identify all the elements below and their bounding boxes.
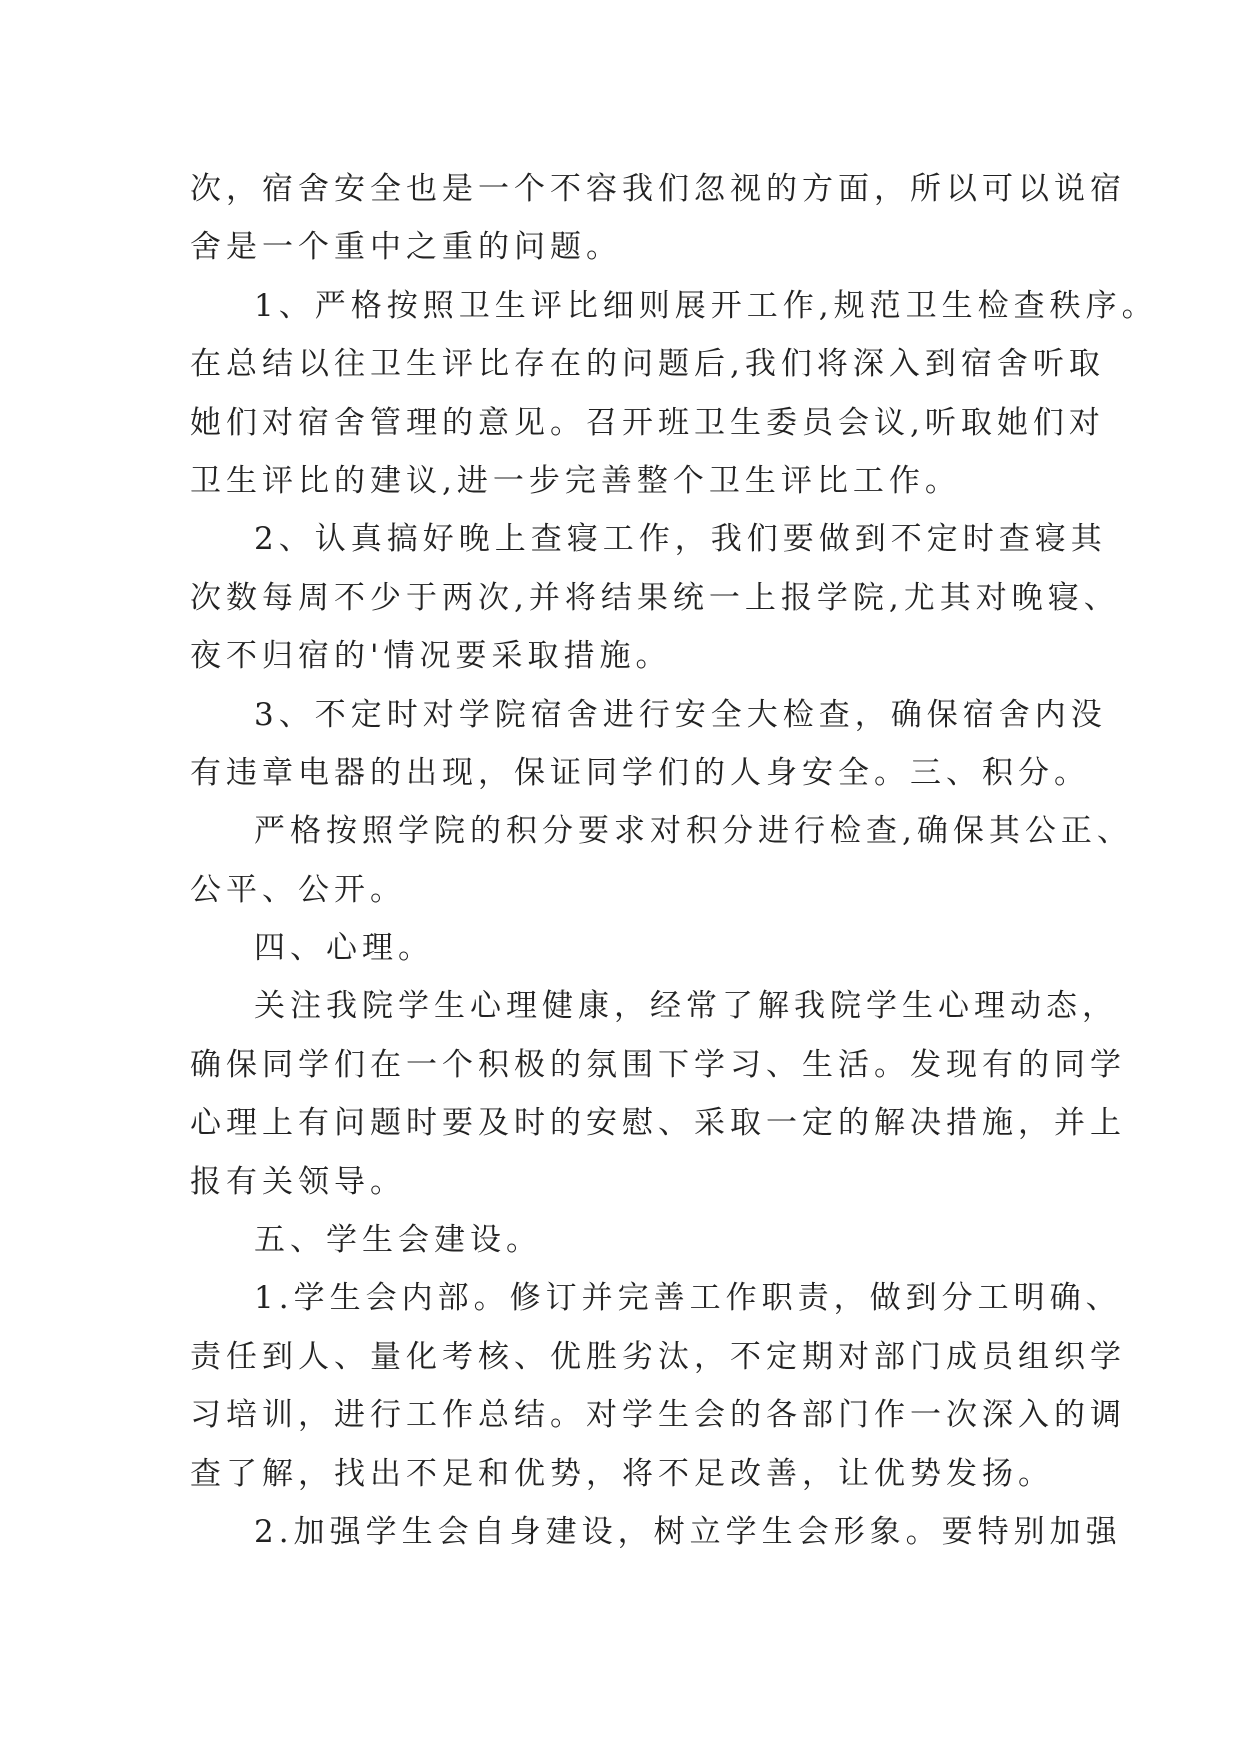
text-line: 查了解，找出不足和优势，将不足改善，让优势发扬。 <box>190 1455 1054 1492</box>
text-line: 五、学生会建设。 <box>254 1222 542 1259</box>
text-line: 次数每周不少于两次,并将结果统一上报学院,尤其对晚寝、 <box>190 579 1120 616</box>
text-line: 确保同学们在一个积极的氛围下学习、生活。发现有的同学 <box>190 1046 1126 1083</box>
text-line: 关注我院学生心理健康，经常了解我院学生心理动态， <box>254 988 1118 1025</box>
text-line: 在总结以往卫生评比存在的问题后,我们将深入到宿舍听取 <box>190 346 1105 383</box>
text-line: 2.加强学生会自身建设，树立学生会形象。要特别加强 <box>254 1513 1122 1550</box>
text-line: 2、认真搞好晚上查寝工作，我们要做到不定时查寝其 <box>254 521 1107 558</box>
text-line: 她们对宿舍管理的意见。召开班卫生委员会议,听取她们对 <box>190 404 1105 441</box>
text-line: 舍是一个重中之重的问题。 <box>190 229 622 266</box>
text-line: 次，宿舍安全也是一个不容我们忽视的方面，所以可以说宿 <box>190 171 1126 207</box>
text-line: 卫生评比的建议,进一步完善整个卫生评比工作。 <box>190 462 961 499</box>
text-line: 习培训，进行工作总结。对学生会的各部门作一次深入的调 <box>190 1397 1126 1434</box>
text-line: 心理上有问题时要及时的安慰、采取一定的解决措施，并上 <box>190 1105 1126 1142</box>
text-line: 公平、公开。 <box>190 871 406 908</box>
text-line: 夜不归宿的'情况要采取措施。 <box>190 638 672 675</box>
text-line: 严格按照学院的积分要求对积分进行检查,确保其公正、 <box>254 813 1133 850</box>
text-line: 责任到人、量化考核、优胜劣汰，不定期对部门成员组织学 <box>190 1338 1126 1375</box>
text-line: 3、不定时对学院宿舍进行安全大检查，确保宿舍内没 <box>254 696 1107 733</box>
text-line: 1、严格按照卫生评比细则展开工作,规范卫生检查秩序。 <box>254 287 1158 324</box>
text-line: 四、心理。 <box>254 930 434 967</box>
document-body <box>190 160 1158 1561</box>
text-line: 有违章电器的出现，保证同学们的人身安全。三、积分。 <box>190 754 1090 791</box>
text-line: 报有关领导。 <box>190 1163 406 1200</box>
text-line: 1.学生会内部。修订并完善工作职责，做到分工明确、 <box>254 1280 1122 1317</box>
